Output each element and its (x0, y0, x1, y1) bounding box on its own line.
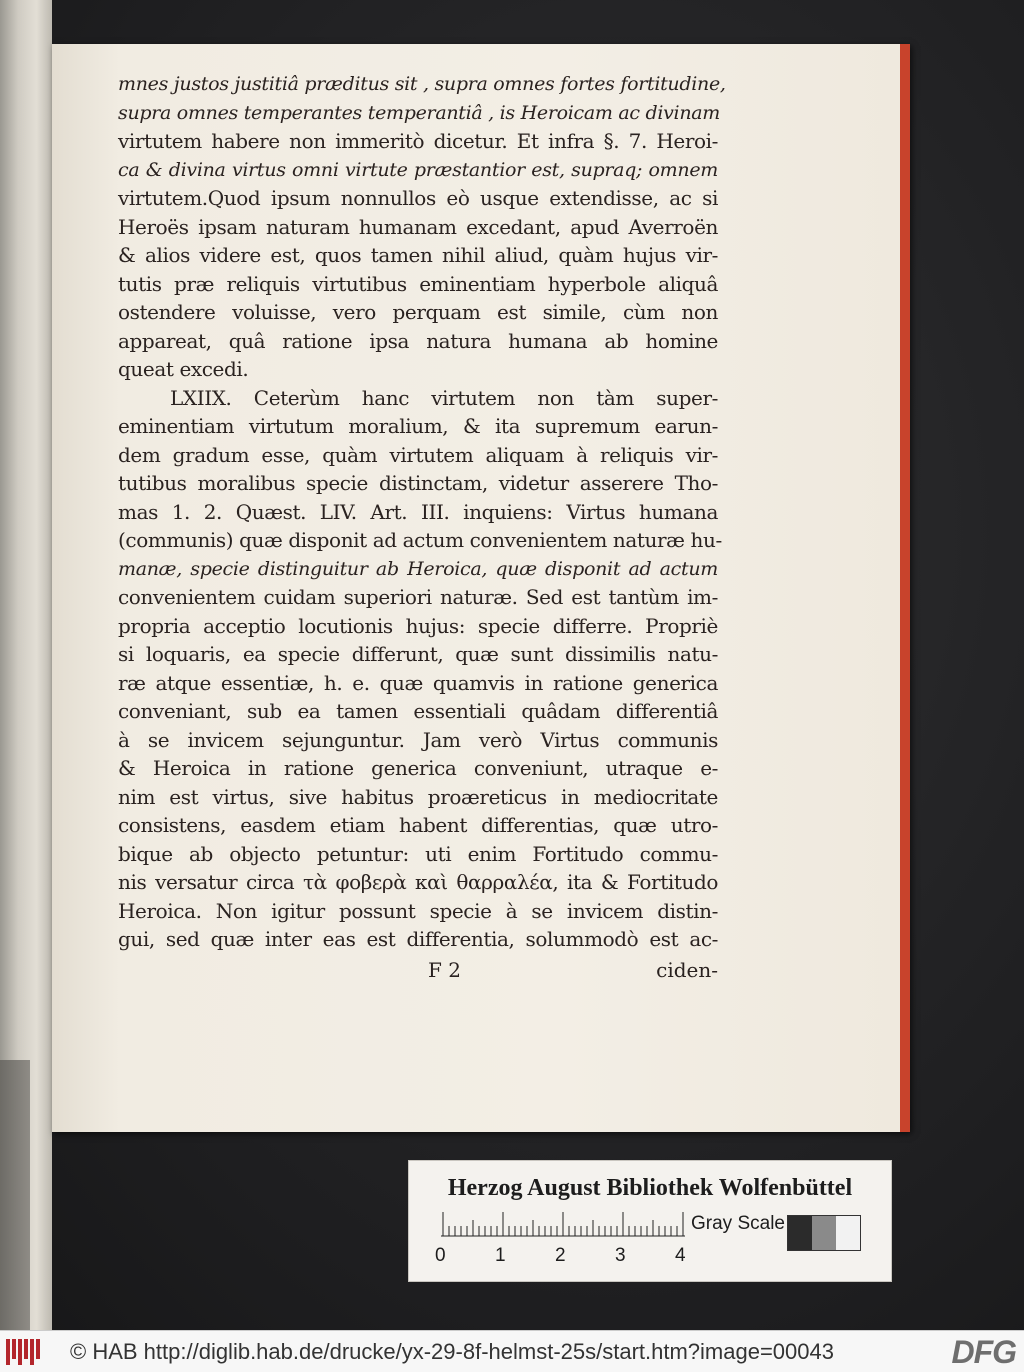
gray-swatch (836, 1216, 860, 1250)
text-line: Heroës ipsam naturam humanam excedant, apud Averroën (118, 214, 718, 239)
gray-swatch (788, 1216, 812, 1250)
ruler-numbers (435, 1245, 695, 1269)
text-line: si loquaris, ea specie differunt, quæ sunt dissimilis natu- (118, 642, 718, 666)
text-line: conveniant, sub ea tamen essentiali quâdam differentiâ (118, 699, 718, 723)
catchword: ciden- (656, 957, 718, 982)
text-line: LXIIX. Ceterùm hanc virtutem non tàm super- (170, 385, 718, 410)
gray-scale-swatches (787, 1215, 861, 1251)
ruler-number: 4 (675, 1245, 686, 1266)
text-line: consistens, easdem etiam habent differentias, quæ utro- (118, 813, 718, 837)
text-line: propria acceptio locutionis hujus: specie differre. Propriè (118, 613, 718, 638)
text-line: tutibus moralibus specie distinctam, videtur asserere Tho- (118, 471, 718, 495)
ruler-number: 3 (615, 1245, 626, 1266)
logo-bar (18, 1339, 22, 1365)
copyright-link[interactable]: © HAB http://diglib.hab.de/drucke/yx-29-8f-helmst-25s/start.htm?image=00043 (70, 1339, 834, 1364)
library-name: Herzog August Bibliothek Wolfenbüttel (447, 1175, 853, 1201)
text-line: Heroica. Non igitur possunt specie à se invicem distin- (118, 898, 718, 923)
ruler-scale (441, 1211, 685, 1237)
footer-bar (0, 1330, 1024, 1372)
text-line: nis versatur circa τὰ φοβερὰ καὶ θαρραλέα, ita & Fortitudo (118, 870, 718, 894)
dfg-bars-icon (6, 1339, 44, 1365)
text-line: bique ab objecto petuntur: uti enim Fortitudo commu- (118, 841, 718, 866)
page-text (118, 70, 726, 984)
text-line: convenientem cuidam superiori naturæ. Sed est tantùm im- (118, 585, 718, 609)
text-line: appareat, quâ ratione ipsa natura humana ab homine (118, 328, 718, 353)
text-line: & alios videre est, quos tamen nihil aliud, quàm hujus vir- (118, 243, 718, 267)
logo-bar (6, 1339, 10, 1365)
text-line: manæ, specie distinguitur ab Heroica, quæ disponit ad actum (118, 557, 718, 580)
text-line: dem gradum esse, quàm virtutem aliquam à reliquis vir- (118, 442, 718, 467)
gray-scale-label: Gray Scale (691, 1213, 785, 1234)
logo-bar (12, 1339, 16, 1359)
logo-bar (24, 1339, 28, 1359)
text-line: queat excedi. (118, 357, 249, 381)
book-binding (0, 1060, 30, 1330)
logo-bar (36, 1339, 40, 1359)
text-line: ræ atque essentiæ, h. e. quæ quamvis in ratione generica (118, 670, 718, 695)
text-line: eminentiam virtutum moralium, & ita supremum earun- (118, 414, 718, 438)
text-line: supra omnes temperantes temperantiâ , is Heroicam ac divinam (118, 101, 720, 124)
text-line: & Heroica in ratione generica conveniunt, utraque e- (118, 756, 718, 780)
text-line: nim est virtus, sive habitus proæreticus in mediocritate (118, 784, 718, 809)
gray-swatch (812, 1216, 836, 1250)
text-line: ca & divina virtus omni virtute præstantior est, supraq; omnem (118, 158, 718, 181)
text-line: virtutem habere non immeritò dicetur. Et infra §. 7. Heroi- (118, 129, 718, 153)
ruler-number: 2 (555, 1245, 566, 1266)
text-line: (communis) quæ disponit ad actum convenientem naturæ hu- (118, 528, 722, 552)
text-line: tutis præ reliquis virtutibus eminentiam hyperbole aliquâ (118, 271, 718, 296)
signature-mark: F 2 (428, 957, 461, 982)
logo-bar (30, 1339, 34, 1365)
ruler-number: 0 (435, 1245, 446, 1266)
dfg-logo: DFG (951, 1334, 1016, 1370)
ruler-number: 1 (495, 1245, 506, 1266)
text-line: à se invicem sejunguntur. Jam verò Virtus communis (118, 727, 718, 752)
text-line: ostendere voluisse, vero perquam est simile, cùm non (118, 300, 718, 324)
text-line: mas 1. 2. Quæst. LIV. Art. III. inquiens: Virtus humana (118, 499, 718, 524)
page-footer-line (118, 956, 718, 985)
text-line: gui, sed quæ inter eas est differentia, solummodò est ac- (118, 927, 718, 951)
text-line: virtutem.Quod ipsum nonnullos eò usque extendisse, ac si (118, 186, 718, 210)
text-line: mnes justos justitiâ præditus sit , supra omnes fortes fortitudine, (118, 73, 726, 95)
library-label (408, 1160, 892, 1282)
